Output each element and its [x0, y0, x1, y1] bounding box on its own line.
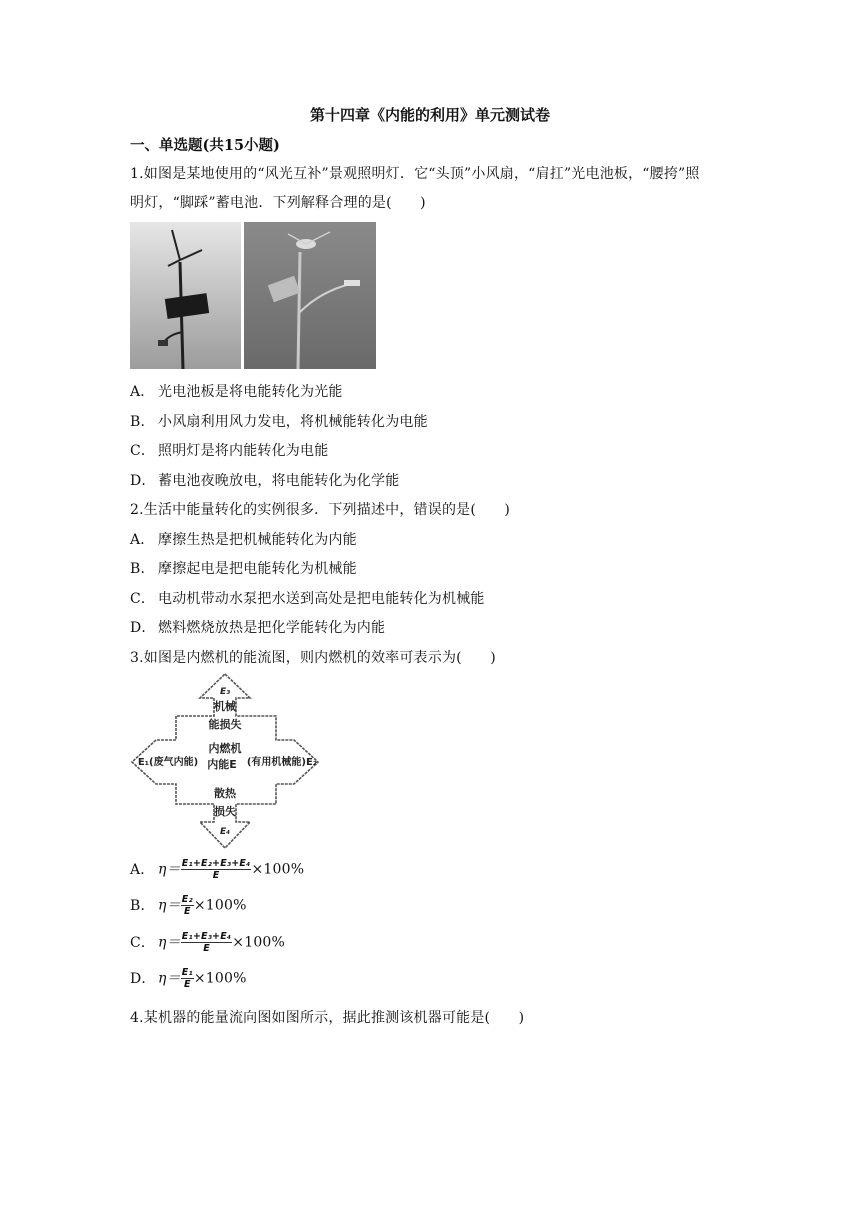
diagram-left-label: E₁(废气内能): [137, 757, 199, 768]
diagram-center-label-1: 内燃机: [208, 742, 242, 755]
diagram-bottom-symbol: E₄: [219, 827, 231, 837]
q2-option-a[interactable]: A． 摩擦生热是把机械能转化为内能: [130, 532, 357, 548]
diagram-center-label-2: 内能E: [207, 758, 237, 771]
diagram-top-label-1: 机械: [214, 700, 236, 713]
engine-energy-flow-diagram: [130, 672, 320, 850]
diagram-bottom-label-1: 散热: [214, 787, 236, 800]
q3-option-a[interactable]: A． η＝ $\frac{\text{E₁+E₂+E₃+E₄}}{E}$ ×100%: [130, 858, 305, 881]
section-heading: 一、单选题(共15小题): [130, 137, 280, 154]
q3-option-c[interactable]: C． η＝ $\frac{\text{E₁+E₃+E₄}}{E}$ ×100%: [130, 931, 286, 954]
q4-stem: 4.某机器的能量流向图如图所示，据此推测该机器可能是( ): [130, 1010, 525, 1026]
q1-stem-line-2: 明灯，“脚踩”蓄电池．下列解释合理的是( ): [130, 195, 426, 211]
document-title: 第十四章《内能的利用》单元测试卷: [309, 106, 550, 124]
diagram-bottom-label-2: 损失: [214, 805, 236, 818]
q2-stem: 2.生活中能量转化的实例很多．下列描述中，错误的是( ): [130, 502, 511, 518]
wind-solar-streetlight-photo: [130, 222, 376, 369]
fraction: $\frac{\text{E₁+E₂+E₃+E₄}}{E}$: [181, 858, 251, 881]
q1-option-b[interactable]: B． 小风扇利用风力发电，将机械能转化为电能: [130, 414, 428, 430]
diagram-top-label-2: 能损失: [208, 718, 242, 731]
q1-stem-line-1: 1.如图是某地使用的“风光互补”景观照明灯．它“头顶”小风扇，“肩扛”光电池板，“腰挎”照: [130, 166, 700, 182]
q3-option-d[interactable]: D． η＝ $\frac{\text{E₁}}{E}$ ×100%: [130, 967, 247, 990]
q1-option-a[interactable]: A． 光电池板是将电能转化为光能: [130, 384, 343, 400]
q2-option-c[interactable]: C． 电动机带动水泵把水送到高处是把电能转化为机械能: [130, 591, 485, 607]
q3-stem: 3.如图是内燃机的能流图，则内燃机的效率可表示为( ): [130, 650, 496, 666]
q1-option-d[interactable]: D． 蓄电池夜晚放电，将电能转化为化学能: [130, 473, 400, 489]
q3-option-b[interactable]: B． η＝ $\frac{\text{E₂}}{E}$ ×100%: [130, 894, 247, 917]
fraction: $\frac{\text{E₁+E₃+E₄}}{E}$: [181, 931, 232, 954]
fraction: $\frac{\text{E₂}}{E}$: [181, 894, 193, 917]
q2-option-b[interactable]: B． 摩擦起电是把电能转化为机械能: [130, 561, 357, 577]
q1-option-c[interactable]: C． 照明灯是将内能转化为电能: [130, 443, 329, 459]
fraction: $\frac{\text{E₁}}{E}$: [181, 967, 193, 990]
diagram-top-symbol: E₃: [219, 687, 231, 697]
q2-option-d[interactable]: D． 燃料燃烧放热是把化学能转化为内能: [130, 620, 386, 636]
diagram-right-label: (有用机械能)E₂: [246, 757, 318, 768]
